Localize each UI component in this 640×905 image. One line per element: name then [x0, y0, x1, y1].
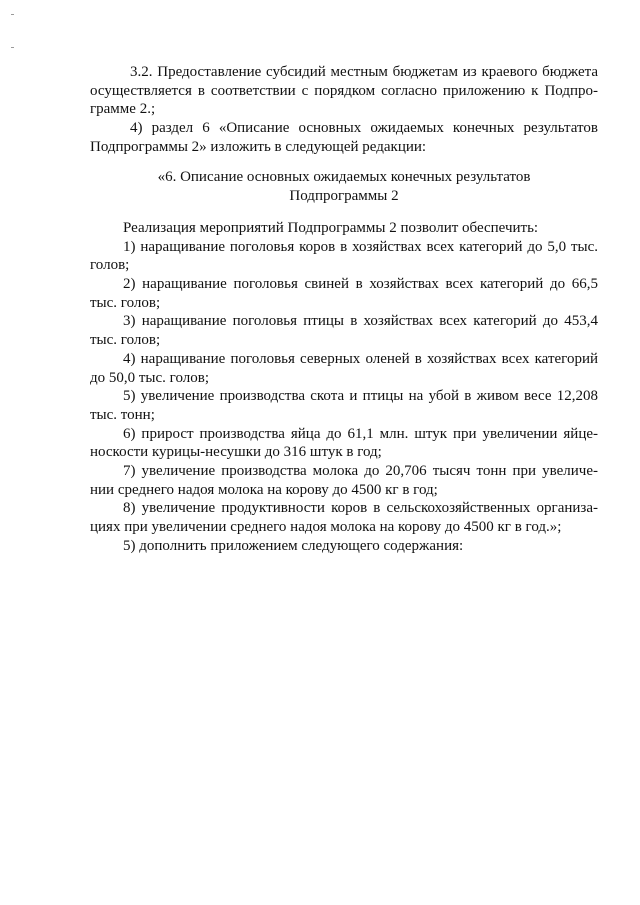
scan-mark: [11, 14, 14, 15]
list-item-cont: нии среднего надоя молока на корову до 4500 кг в год;: [90, 481, 438, 498]
scan-mark: [11, 47, 14, 48]
list-item-cont: тыс. голов;: [90, 332, 161, 349]
text-line: 5) дополнить приложением следующего содержания:: [123, 537, 464, 554]
heading-line: «6. Описание основных ожидаемых конечных результатов: [157, 169, 531, 185]
list-item-cont: тыс. тонн;: [90, 406, 155, 423]
text-line: осуществляется в соответствии с порядком согласно приложению к Подпро-: [90, 82, 598, 99]
section-3-2: [90, 63, 598, 156]
text-line: грамме 2.;: [90, 101, 156, 118]
list-item: 5) увеличение производства скота и птицы на убой в живом весе 12,208: [123, 388, 598, 405]
list-item-cont: носкости курицы-несушки до 316 штук в год;: [90, 444, 382, 461]
list-item: 7) увеличение производства молока до 20,706 тысяч тонн при увеличе-: [123, 462, 598, 479]
text-line: 4) раздел 6 «Описание основных ожидаемых конечных результатов: [130, 120, 598, 137]
list-item-cont: голов;: [90, 257, 130, 274]
text-line: Реализация мероприятий Подпрограммы 2 позволит обеспечить:: [123, 220, 539, 236]
list-item: 6) прирост производства яйца до 61,1 млн. штук при увеличении яйце-: [123, 425, 598, 442]
list-item-cont: циях при увеличении среднего надоя молока на корову до 4500 кг в год.»;: [90, 519, 562, 535]
text-line: 3.2. Предоставление субсидий местным бюджетам из краевого бюджета: [130, 64, 598, 80]
list-item-cont: до 50,0 тыс. голов;: [90, 369, 209, 386]
heading-line: Подпрограммы 2: [289, 187, 399, 204]
list-item: 3) наращивание поголовья птицы в хозяйствах всех категорий до 453,4: [123, 313, 598, 330]
section-heading: [90, 168, 598, 205]
list-item: 8) увеличение продуктивности коров в сельскохозяйственных организа-: [123, 500, 598, 517]
list-item: 4) наращивание поголовья северных оленей в хозяйствах всех категорий: [123, 350, 598, 367]
results-list: [90, 219, 598, 555]
text-line: Подпрограммы 2» изложить в следующей редакции:: [90, 138, 427, 155]
list-item-cont: тыс. голов;: [90, 294, 161, 311]
list-item: 1) наращивание поголовья коров в хозяйствах всех категорий до 5,0 тыс.: [123, 238, 598, 255]
list-item: 2) наращивание поголовья свиней в хозяйствах всех категорий до 66,5: [123, 276, 598, 293]
